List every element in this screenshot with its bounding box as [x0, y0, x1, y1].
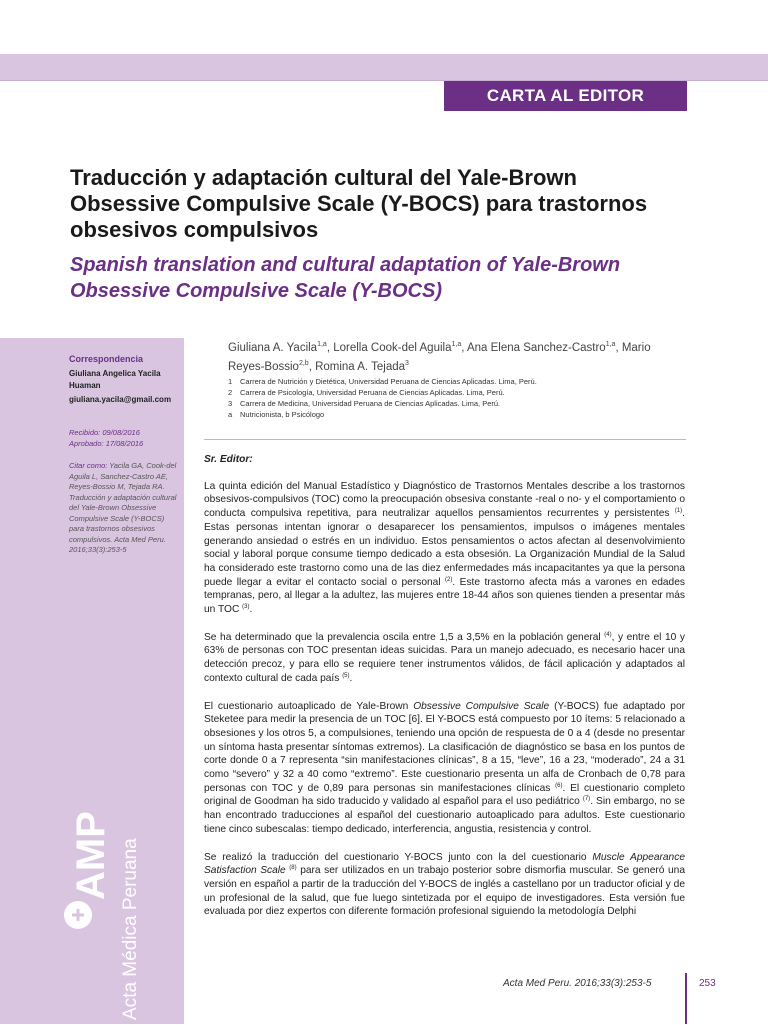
affiliation-number: a	[228, 410, 233, 419]
body-paragraph: La quinta edición del Manual Estadístico y Diagnóstico de Trastornos Mentales describe a los trastornos obsesivos-compulsivos (TOC) como la preocupación obsesiva constante -real o no- y el comportamiento o conducta compulsiva repetitiva, para neutralizar aquellos pensamientos recurrentes y persistentes $^{(1)}$. Estas personas intentan ignorar o desaparecer los pensamientos, impulsos o imágenes mentales generando ansiedad o estrés en un individuo. Estos pensamientos o actos afectan al desenvolvimiento social y laboral porque consume tiempo dedicado a esta obsesión. La Organización Mundial de la Salud ha considerado este trastorno como una de las diez enfermedades más incapacitantes ya que la persona puede llegar a evitar el contacto social o personal $^{(2)}$. Este trastorno afecta más a varones en edades tempranas, pero, al llegar a la adultez, las mujeres entre 18-44 años son quienes tienden a presentar más un TOC $^{(3)}$.	[204, 480, 685, 616]
amp-logo-journal-name: Acta Médica Peruana	[120, 838, 141, 1020]
affiliation-item	[228, 409, 678, 420]
correspondence-heading: Correspondencia	[69, 354, 144, 364]
author-affiliation-marker: 1,a	[605, 341, 616, 348]
author-name: Romina A. Tejada	[315, 360, 406, 373]
section-label: CARTA AL EDITOR	[444, 81, 687, 111]
affiliation-text: Carrera de Psicología, Universidad Peruana de Ciencias Aplicadas. Lima, Perú.	[240, 388, 505, 397]
cite-label: Citar como:	[69, 461, 108, 470]
header-band	[0, 54, 768, 80]
greeting: Sr. Editor:	[204, 454, 253, 465]
body-paragraph: El cuestionario autoaplicado de Yale-Brown Obsessive Compulsive Scale (Y-BOCS) fue adaptado por Steketee para medir la presencia de un TOC [6]. El Y-BOCS está compuesto por 10 ítems: 5 relacionado a obsesiones y los otros 5, a compulsiones, teniendo una opción de respuesta de 0 a 4 (desde no presentar un síntoma hasta presentar síntomas extremos). La clasificación de diagnóstico se basa en los puntos de corte donde 0 a 7 representa “sin manifestaciones clínicas”, 8 a 15, “leve”, 16 a 23, “moderado”, 24 a 31 como “severo” y 32 a 40 como “extremo”. Este cuestionario presenta un alfa de Cronbach de 0,78 para personas con TOC y de 0,89 para personas sin manifestaciones clínicas $^{(6)}$. El cuestionario completo original de Goodman ha sido traducido y validado al español para el uso pediátrico $^{(7)}$. Sin embargo, no se han encontrado traducciones al español del cuestionario autoaplicado para adultos. Este cuestionario tiene cinco subescalas: tiempo dedicado, interferencia, angustia, resistencia y control.	[204, 700, 686, 835]
article-title-spanish: Traducción y adaptación cultural del Yale-Brown Obsessive Compulsive Scale (Y-BOCS) para trastornos obsesivos compulsivos	[70, 165, 648, 242]
affiliation-number: 3	[228, 399, 233, 408]
body-paragraph: Se ha determinado que la prevalencia oscila entre 1,5 a 3,5% en la población general $^{(4)}$, y entre el 10 y 63% de personas con TOC presentan ideas suicidas. Para un manejo adecuado, es necesario hacer una detección precoz, y para ello se requiere tener instrumentos válidos, de fácil aplicación y adaptados al contexto cultural de cada país $^{(5)}$.	[204, 631, 685, 684]
affiliation-number: 2	[228, 388, 233, 397]
author-name: Lorella Cook-del Aguila	[333, 341, 452, 354]
received-date: Recibido: 09/08/2016	[69, 428, 140, 437]
affiliation-item	[228, 387, 678, 398]
author-affiliation-marker: 3	[405, 359, 409, 367]
correspondence-name: Giuliana Angelica Yacila Huaman	[69, 369, 161, 390]
author-name: Ana Elena Sanchez-Castro	[466, 341, 606, 354]
author-name: Giuliana A. Yacila	[228, 341, 318, 354]
amp-logo-mark: AMP	[69, 811, 113, 900]
correspondence-email[interactable]: giuliana.yacila@gmail.com	[69, 395, 172, 404]
affiliation-item	[228, 376, 678, 387]
affiliation-item	[228, 398, 678, 409]
footer-citation: Acta Med Peru. 2016;33(3):253-5	[503, 978, 652, 989]
amp-logo	[64, 765, 144, 1025]
letter-body	[204, 453, 685, 933]
author-affiliation-marker: 2,b	[298, 359, 309, 367]
affiliation-text: Carrera de Nutrición y Dietética, Universidad Peruana de Ciencias Aplicadas. Lima, Perú.	[240, 377, 537, 386]
article-dates	[69, 427, 179, 449]
body-paragraph: Se realizó la traducción del cuestionario Y-BOCS junto con la del cuestionario Muscle Appearance Satisfaction Scale $^{(8)}$ para ser utilizados en un trabajo posterior sobre dismorfia muscular. Se generó una versión en español a partir de la traducción del Y-BOCS de inglés a castellano por un traductor oficial y de un profesional de la salud, que fue luego sintetizada por el equipo de investigadores. Esta versión fue evaluada por diez expertos con diferente formación profesional siguiendo la metodología Delphi	[204, 851, 686, 918]
affiliation-number: 1	[228, 377, 233, 386]
author-affiliation-marker: 1,a	[451, 341, 462, 348]
approved-date: Aprobado: 17/08/2016	[69, 439, 144, 448]
affiliation-text: Nutricionista, b Psicólogo	[240, 410, 325, 419]
author-name: Mario Reyes-Bossio	[228, 341, 651, 373]
affiliation-list	[228, 376, 678, 420]
author-affiliation-marker: 1,a	[317, 341, 327, 348]
footer-divider	[685, 973, 687, 1024]
page-number: 253	[699, 978, 716, 989]
article-title-english: Spanish translation and cultural adaptation of Yale-Brown Obsessive Compulsive Scale (Y-BOCS)	[70, 254, 621, 302]
cite-as	[69, 461, 179, 556]
content-divider	[204, 439, 686, 440]
author-list: Giuliana A. Yacila$^{1,a}$, Lorella Cook-del Aguila$^{1,a}$, Ana Elena Sanchez-Castro$^{1,a}$, Mario Reyes-Bossio$^{2,b}$, Romina A. Tejada$^3$	[228, 341, 651, 373]
cite-text: Yacila GA, Cook-del Aguila L, Sanchez-Castro AE, Reyes-Bossio M, Tejada RA. Traducción y adaptación cultural del Yale-Brown Obsessive Compulsive Scale (Y-BOCS) para trastornos obsesivos compulsivos. Acta Med Peru. 2016;33(3):253-5	[69, 461, 177, 554]
affiliation-text: Carrera de Medicina, Universidad Peruana de Ciencias Aplicadas. Lima, Perú.	[240, 399, 501, 408]
